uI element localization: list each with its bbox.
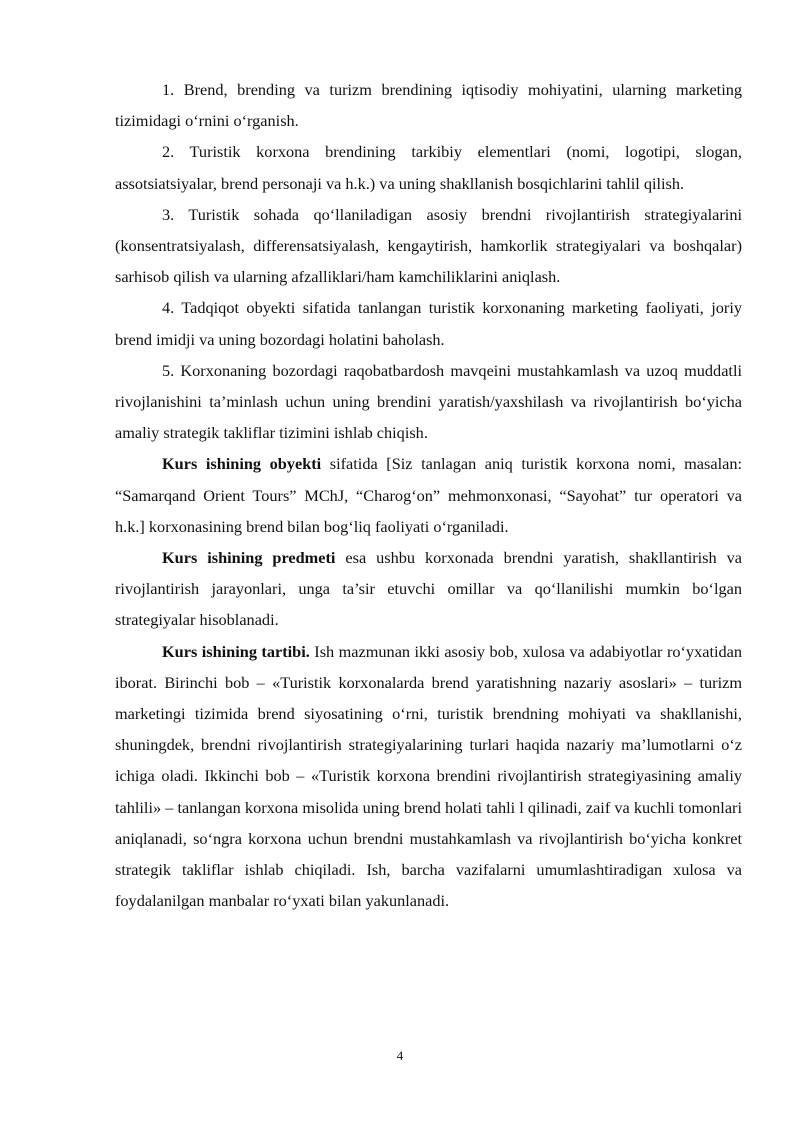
paragraph-task-1 [115,74,742,136]
paragraph-task-3 [115,199,742,293]
paragraph-subject [115,542,742,636]
paragraph-task-2 [115,136,742,198]
paragraph-lead: Kurs ishining obyekti [162,454,322,474]
paragraph-task-4 [115,292,742,354]
paragraph-text: Ish mazmunan ikki asosiy bob, xulosa va adabiyotlar ro‘yxatidan iborat. Birinchi bob – «Turistik korxonalarda brend yaratishning nazariy asoslari» – turizm marketingi tizimida brend siyosatining o‘rni, turistik brendning mohiyati va shakllanishi, shuningdek, brendni rivojlantirish strategiyalarining turlari haqida nazariy ma’lumotlarni o‘z ichiga oladi. Ikkinchi bob – «Turistik korxona brendini rivojlantirish strategiyasining amaliy tahlili» – tanlangan korxona misolida uning brend holati tahli l qilinadi, zaif va kuchli tomonlari aniqlanadi, so‘ngra korxona uchun brendni mustahkamlash va rivojlantirish bo‘yicha konkret strategik takliflar ishlab chiqiladi. Ish, barcha vazifalarni umumlashtiradigan xulosa va foydalanilgan manbalar ro‘yxati bilan yakunlanadi. [115,641,742,911]
paragraph-structure [115,636,742,917]
paragraph-text: 2. Turistik korxona brendining tarkibiy elementlari (nomi, logotipi, slogan, assotsiatsiyalar, brend personaji va h.k.) va uning shakllanish bosqichlarini tahlil qilish. [115,142,742,193]
paragraph-object [115,448,742,542]
document-body [115,74,742,916]
paragraph-text: 1. Brend, brending va turizm brendining iqtisodiy mohiyatini, ularning marketing tizimidagi o‘rnini o‘rganish. [115,80,742,131]
paragraph-text: 5. Korxonaning bozordagi raqobatbardosh mavqeini mustahkamlash va uzoq muddatli rivojlanishini ta’minlash uchun uning brendini yaratish/yaxshilash va rivojlantirish bo‘yicha amaliy strategik takliflar tizimini ishlab chiqish. [115,360,742,443]
paragraph-text: esa ushbu korxonada brendni yaratish, shakllantirish va rivojlantirish jarayonlari, unga ta’sir etuvchi omillar va qo‘llanilishi mumkin bo‘lgan strategiyalar hisoblanadi. [115,548,742,630]
paragraph-text: 4. Tadqiqot obyekti sifatida tanlangan turistik korxonaning marketing faoliyati, joriy brend imidji va uning bozordagi holatini baholash. [115,298,742,349]
paragraph-text: 3. Turistik sohada qo‘llaniladigan asosiy brendni rivojlantirish strategiyalarini (konsentratsiyalash, differensatsiyalash, kengaytirish, hamkorlik strategiyalari va boshqalar) sarhisob qilish va ularning afzalliklari/ham kamchiliklarini aniqlash. [115,204,742,287]
paragraph-task-5 [115,355,742,449]
paragraph-lead: Kurs ishining predmeti [162,548,336,568]
paragraph-lead: Kurs ishining tartibi. [162,641,310,661]
page-number: 4 [396,1048,404,1063]
paragraph-text: sifatida [Siz tanlagan aniq turistik korxona nomi, masalan: “Samarqand Orient Tours” MChJ, “Charog‘on” mehmonxonasi, “Sayohat” tur operatori va h.k.] korxonasining brend bilan bog‘liq faoliyati o‘rganiladi. [115,454,742,536]
